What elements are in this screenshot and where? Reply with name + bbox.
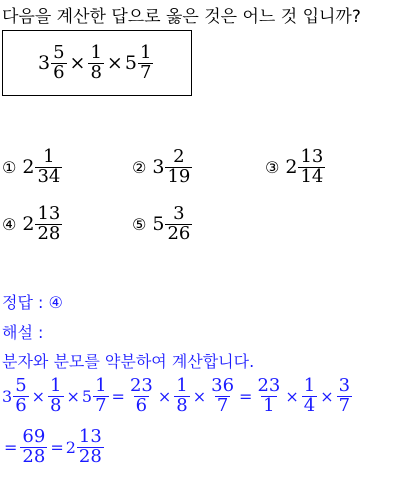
whole-number: 3 — [2, 386, 13, 406]
answer-line — [2, 290, 63, 313]
explanation-equation-2 — [2, 428, 105, 467]
choice-marker: ② — [132, 157, 147, 177]
fraction: $\frac{5}{6}$ — [15, 375, 27, 416]
equals-sign: = — [50, 437, 64, 457]
explanation-label-line — [2, 320, 43, 343]
equals-sign: = — [111, 386, 125, 406]
fraction: $\frac{1}{8}$ — [50, 375, 62, 416]
fraction: $\frac{3}{7}$ — [338, 375, 351, 416]
fraction: $\frac{23}{6}$ — [129, 375, 153, 416]
fraction: $\frac{5}{6}$ — [53, 42, 65, 83]
equals-sign: = — [239, 386, 253, 406]
equals-sign: = — [4, 437, 18, 457]
fraction: $\frac{36}{7}$ — [211, 375, 235, 416]
choice-5[interactable] — [132, 205, 193, 244]
fraction: $\frac{1}{7}$ — [139, 42, 152, 83]
explanation-label: 해설 — [2, 323, 33, 342]
choice-fraction: $\frac{2}{19}$ — [167, 146, 191, 187]
choice-fraction: $\frac{3}{26}$ — [167, 203, 191, 244]
whole-number: 3 — [38, 52, 51, 75]
choice-fraction: $\frac{1}{34}$ — [37, 146, 61, 187]
choice-marker: ④ — [2, 214, 17, 234]
whole-number: 2 — [65, 437, 76, 457]
choice-marker: ⑤ — [132, 214, 147, 234]
choice-1[interactable] — [2, 148, 63, 187]
times-operator: × — [31, 386, 46, 406]
whole-number: 5 — [81, 386, 93, 406]
times-operator: × — [66, 386, 80, 406]
choice-marker: ③ — [265, 157, 280, 177]
times-operator: × — [285, 386, 299, 406]
fraction: $\frac{69}{28}$ — [22, 426, 46, 467]
fraction: $\frac{1}{4}$ — [303, 375, 316, 416]
choice-3[interactable] — [265, 148, 326, 187]
choice-fraction: $\frac{13}{28}$ — [37, 203, 61, 244]
choice-marker: ① — [2, 157, 17, 177]
answer-colon: : — [38, 293, 44, 312]
choice-fraction: $\frac{13}{14}$ — [300, 146, 324, 187]
choice-whole: 2 — [285, 156, 298, 179]
answer-value: ④ — [48, 293, 63, 312]
choice-whole: 3 — [152, 156, 165, 179]
fraction: $\frac{1}{7}$ — [95, 375, 107, 416]
whole-number: 5 — [124, 52, 137, 75]
fraction: $\frac{1}{8}$ — [90, 42, 102, 83]
explanation-text: 분자와 분모를 약분하여 계산합니다. — [2, 352, 255, 371]
explanation-equation-1 — [2, 377, 353, 416]
choice-4[interactable] — [2, 205, 63, 244]
choice-whole: 5 — [152, 213, 165, 236]
times-operator: × — [106, 52, 123, 75]
fraction: $\frac{23}{1}$ — [257, 375, 281, 416]
times-operator: × — [320, 386, 334, 406]
problem-expression — [38, 44, 154, 83]
fraction: $\frac{13}{28}$ — [78, 426, 102, 467]
fraction: $\frac{1}{8}$ — [176, 375, 188, 416]
answer-label: 정답 — [2, 293, 33, 312]
times-operator: × — [69, 52, 86, 75]
choice-2[interactable] — [132, 148, 193, 187]
explanation-colon: : — [38, 323, 44, 342]
times-operator: × — [157, 386, 172, 406]
choice-whole: 2 — [22, 213, 35, 236]
choice-whole: 2 — [22, 156, 35, 179]
question-text: 다음을 계산한 답으로 옳은 것은 어느 것 입니까? — [2, 7, 361, 27]
times-operator: × — [192, 386, 207, 406]
